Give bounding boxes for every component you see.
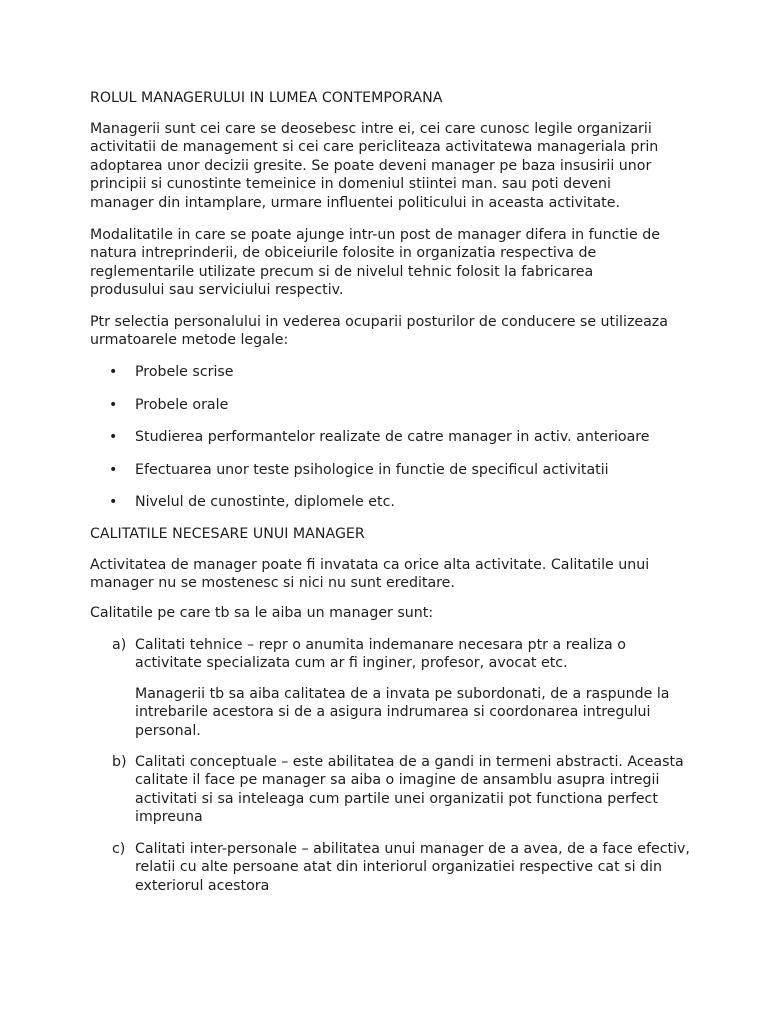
list-item-text: Studierea performantelor realizate de catre manager in activ. anterioare	[135, 429, 650, 445]
paragraph-modalities: Modalitatile in care se poate ajunge intr-un post de manager difera in functie de natura intreprinderii, de obiceiurile folosite in organizatia respectiva de reglementarile utilizate precum si de nivelul tehnic folosit la fabricarea produsului sau serviciului respectiv.	[90, 227, 660, 299]
list-marker: c)	[112, 841, 126, 857]
list-marker: b)	[112, 754, 127, 770]
list-item	[112, 753, 695, 827]
list-item-text: Probele orale	[135, 397, 229, 413]
paragraph-technical-note: Managerii tb sa aiba calitatea de a invata pe subordonati, de a raspunde la intrebarile acestora si de a asigura indrumarea si coordonarea intregului personal.	[135, 686, 670, 739]
list-item	[109, 363, 695, 381]
list-item	[112, 840, 695, 895]
paragraph-selection: Ptr selectia personalului in vederea ocuparii posturilor de conducere se utilizeaza urmatoarele metode legale:	[90, 314, 668, 349]
section-title: CALITATILE NECESARE UNUI MANAGER	[90, 526, 365, 542]
bullet-icon: •	[109, 397, 118, 413]
list-item-text: Efectuarea unor teste psihologice in functie de specificul activitatii	[135, 462, 609, 478]
list-item	[109, 493, 695, 511]
list-item-text: Nivelul de cunostinte, diplomele etc.	[135, 494, 395, 510]
list-item	[112, 636, 655, 673]
document-title: ROLUL MANAGERULUI IN LUMEA CONTEMPORANA	[90, 90, 443, 106]
bullet-icon: •	[109, 429, 118, 445]
bullet-icon: •	[109, 364, 118, 380]
paragraph-qualities-intro: Calitatile pe care tb sa le aiba un manager sunt:	[90, 605, 434, 621]
list-marker: a)	[112, 637, 127, 653]
list-item	[109, 396, 695, 414]
list-item	[109, 461, 695, 479]
paragraph-learnable: Activitatea de manager poate fi invatata ca orice alta activitate. Calitatile unui manager nu se mostenesc si nici nu sunt ereditare.	[90, 557, 650, 592]
list-item	[109, 428, 695, 446]
list-item-text: Calitati tehnice – repr o anumita indemanare necesara ptr a realiza o activitate specializata cum ar fi inginer, profesor, avocat etc.	[135, 637, 626, 672]
paragraph-intro: Managerii sunt cei care se deosebesc intre ei, cei care cunosc legile organizarii activitatii de management si cei care pericliteaza activitatewa manageriala prin adoptarea unor decizii gresite. Se poate deveni manager pe baza insusirii unor principii si cunostinte temeinice in domeniul stiintei man. sau poti deveni manager din intamplare, urmare influentei politicului in aceasta activitate.	[90, 121, 659, 211]
list-item-text: Calitati conceptuale – este abilitatea de a gandi in termeni abstracti. Aceasta calitate il face pe manager sa aiba o imagine de ansamblu asupra intregii activitati si sa inteleaga cum partile unei organizatii pot functiona perfect impreuna	[135, 754, 684, 826]
list-item-text: Probele scrise	[135, 364, 234, 380]
bullet-icon: •	[109, 494, 118, 510]
list-item-text: Calitati inter-personale – abilitatea unui manager de a avea, de a face efectiv, relatii cu alte persoane atat din interiorul organizatiei respective cat si din exteriorul acestora	[135, 841, 690, 894]
bullet-icon: •	[109, 462, 118, 478]
